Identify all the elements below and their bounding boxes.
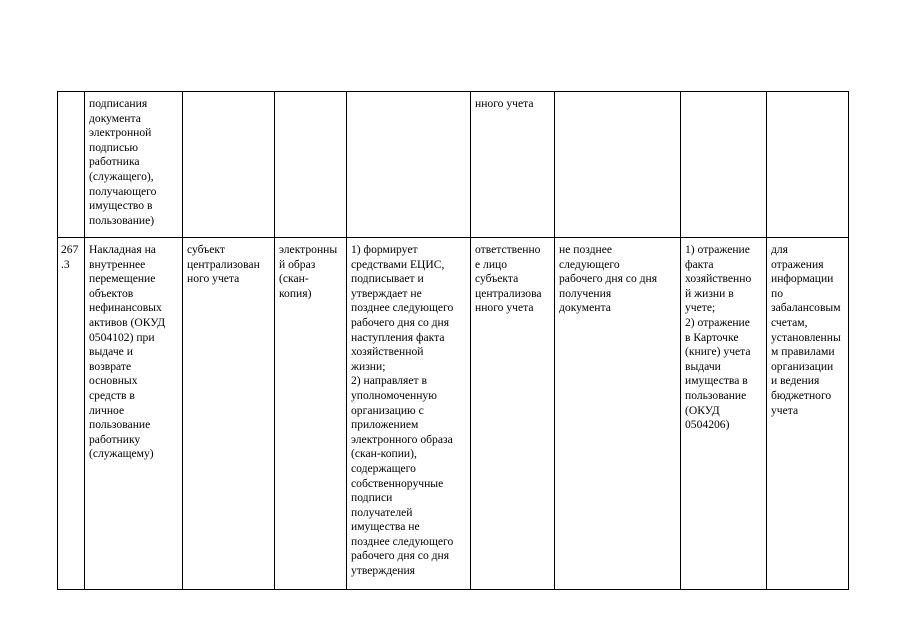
format-cell: электронны й образ (скан- копия) [275,238,347,590]
purpose-cell [767,92,849,238]
deadline-cell [555,92,681,238]
deadline-cell: не позднее следующего рабочего дня со дня получения документа [555,238,681,590]
actions-cell [347,92,471,238]
format-cell [275,92,347,238]
creator-cell: субъект централизован ного учета [183,238,275,590]
document-name-cell: Накладная на внутреннее перемещение объектов нефинансовых активов (ОКУД 0504102) при выдаче и возврате основных средств в личное пользование работнику (служащему) [85,238,183,590]
table-row [58,92,849,238]
responsible-cell: нного учета [471,92,555,238]
accounting-cell [681,92,767,238]
row-number-cell [58,92,85,238]
creator-cell [183,92,275,238]
table-row [58,238,849,590]
document-table [57,91,849,590]
responsible-cell: ответственно е лицо субъекта централизова нного учета [471,238,555,590]
document-name-cell: подписания документа электронной подписью работника (служащего), получающего имущество в пользование) [85,92,183,238]
purpose-cell: для отражения информации по забалансовым счетам, установленны м правилами организации и ведения бюджетного учета [767,238,849,590]
accounting-cell: 1) отражение факта хозяйственно й жизни в учете; 2) отражение в Карточке (книге) учета выдачи имущества в пользование (ОКУД 0504206) [681,238,767,590]
actions-cell: 1) формирует средствами ЕЦИС, подписывает и утверждает не позднее следующего рабочего дня со дня наступления факта хозяйственной жизни; 2) направляет в уполномоченную организацию с приложением электронного образа (скан-копии), содержащего собственноручные подписи получателей имущества не позднее следующего рабочего дня со дня утверждения [347,238,471,590]
row-number-cell: 267 .3 [58,238,85,590]
